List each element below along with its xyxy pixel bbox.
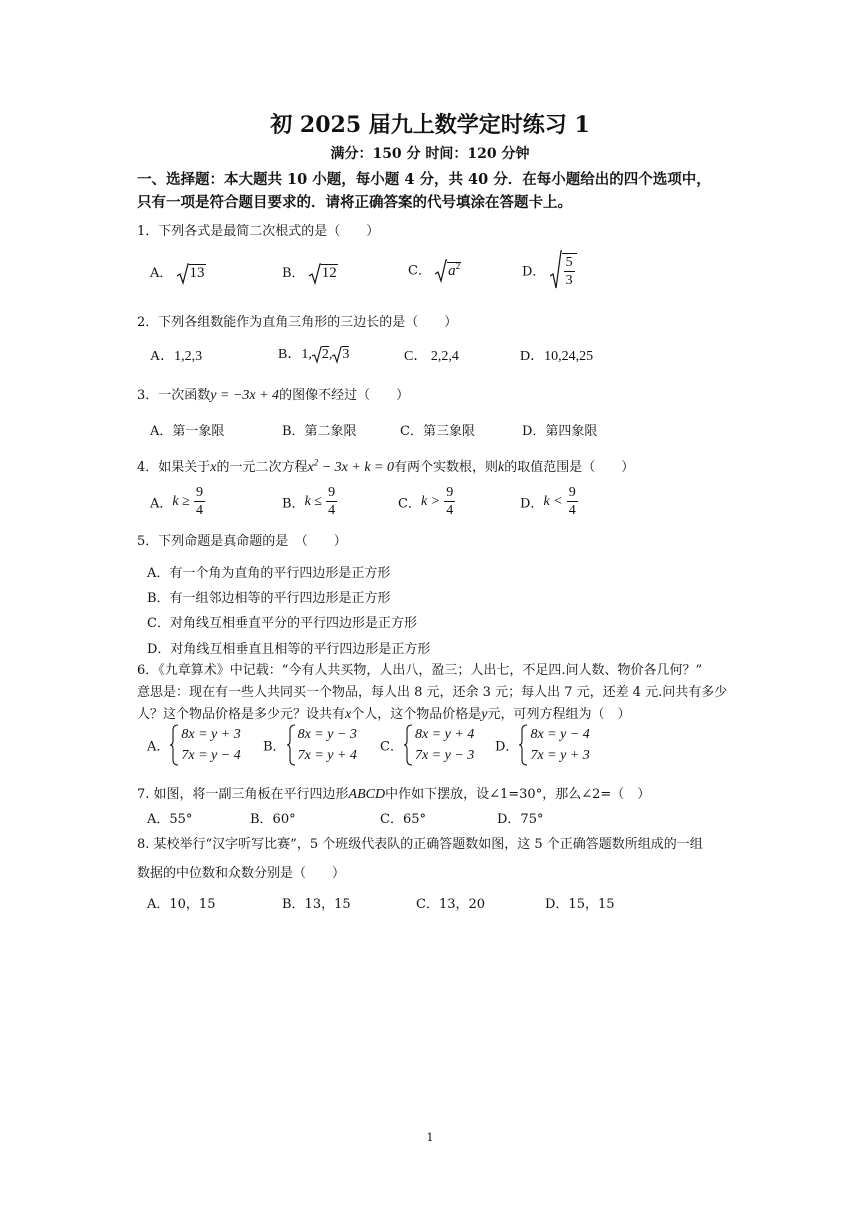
radicand-exp: 2 xyxy=(455,260,461,271)
fraction-denominator: 4 xyxy=(195,503,203,518)
q3-stem xyxy=(137,384,409,404)
radicand: 13 xyxy=(189,265,205,281)
equation: 8x = y + 3 xyxy=(181,727,241,742)
option-label: B． xyxy=(282,496,305,512)
equation: 7x = y − 3 xyxy=(414,748,475,763)
option-label: B． xyxy=(278,347,302,362)
q4-option-b xyxy=(282,486,337,518)
left-brace-icon xyxy=(169,724,179,766)
stem-text: 3．一次函数 xyxy=(137,388,211,403)
stem-text: 7. 如图，将一副三角板在平行四边形 xyxy=(137,787,349,802)
radicand: 2 xyxy=(321,347,329,362)
q6-option-d xyxy=(495,724,590,766)
variable: x xyxy=(345,707,352,722)
q1-stem: 1．下列各式是最简二次根式的是（ ） xyxy=(137,224,380,239)
variable: y xyxy=(481,707,488,722)
q8-line2: 数据的中位数和众数分别是（ ） xyxy=(137,866,346,881)
option-label: A． xyxy=(150,496,173,512)
option-label: C． xyxy=(380,739,403,755)
radicand: 12 xyxy=(321,265,337,281)
q7-option-c: C．65° xyxy=(380,812,426,827)
q1-option-d xyxy=(522,250,577,290)
q6-option-c xyxy=(380,724,474,766)
sqrt-icon xyxy=(309,263,321,285)
equation-exp: 2 xyxy=(313,457,319,468)
q8-option-d: D．15，15 xyxy=(545,897,615,912)
equation-var: x xyxy=(307,460,314,475)
q2-option-a: A．1,2,3 xyxy=(150,349,203,364)
stem-text: 4．如果关于 xyxy=(137,460,211,475)
equation-system xyxy=(403,724,474,766)
q2-option-b xyxy=(278,343,349,364)
left-brace-icon xyxy=(286,724,296,766)
q2-option-d: D．10,24,25 xyxy=(520,349,594,364)
equation: 7x = y + 3 xyxy=(530,748,590,763)
q2-stem: 2．下列各组数能作为直角三角形的三边长的是（ ） xyxy=(137,315,458,330)
fraction-numerator: 9 xyxy=(446,485,454,500)
variable: k xyxy=(498,460,505,475)
page-title: 初 2025 届九上数学定时练习 1 xyxy=(270,112,590,138)
option-label: D． xyxy=(495,739,519,755)
q8-option-c: C．13，20 xyxy=(416,897,486,912)
q3-option-d: D．第四象限 xyxy=(522,424,598,439)
radical-fraction xyxy=(562,253,577,288)
q3-option-c: C．第三象限 xyxy=(400,424,475,439)
stem-text: 中作如下摆放，设∠1=30°，那么∠2=（ ） xyxy=(385,787,651,802)
q6-line3 xyxy=(137,703,630,723)
stem-text: 个人，这个物品价格是 xyxy=(351,707,482,722)
q5-stem: 5．下列命题是真命题的是 （ ） xyxy=(137,534,347,549)
stem-text: 有两个实数根，则 xyxy=(394,460,499,475)
radicand: 3 xyxy=(342,347,350,362)
q5-option-b: B．有一组邻边相等的平行四边形是正方形 xyxy=(147,591,391,606)
q1-option-a xyxy=(150,262,206,285)
q6-line1: 6．《九章算术》中记载：“今有人共买物，人出八，盈三；人出七，不足四.问人数、物价各几何？” xyxy=(137,663,703,678)
equation: 8x = y + 4 xyxy=(414,727,475,742)
sqrt-icon xyxy=(435,259,447,283)
sqrt-icon xyxy=(177,263,189,285)
equation-system xyxy=(518,724,589,766)
q6-option-a xyxy=(147,724,241,766)
fraction-numerator: 9 xyxy=(568,485,576,500)
sqrt-icon xyxy=(550,250,562,290)
option-label: D． xyxy=(520,496,544,512)
equation: 7x = y + 4 xyxy=(297,748,357,763)
section-heading-line1: 一、选择题：本大题共 10 小题，每小题 4 分，共 40 分．在每小题给出的四个选项中， xyxy=(137,171,711,188)
option-label: B． xyxy=(263,739,286,755)
equation: 8x = y − 4 xyxy=(530,727,590,742)
q6-option-b xyxy=(263,724,357,766)
equation-system xyxy=(169,724,240,766)
fraction-numerator: 9 xyxy=(328,485,336,500)
fraction-numerator: 9 xyxy=(195,485,203,500)
function-expression: y = −3x + 4 xyxy=(210,388,280,403)
radicand-var: a xyxy=(448,262,456,279)
q6-line2: 意思是：现在有一些人共同买一个物品，每人出 8 元，还余 3 元；每人出 7 元，还差 4 元.问共有多少 xyxy=(137,685,728,700)
left-brace-icon xyxy=(518,724,528,766)
q8-option-b: B．13，15 xyxy=(282,897,351,912)
left-brace-icon xyxy=(403,724,413,766)
stem-text: 的图像不经过（ ） xyxy=(279,388,410,403)
q1-option-c xyxy=(408,259,461,283)
fraction-numerator: 5 xyxy=(565,254,573,270)
sqrt-icon xyxy=(312,346,322,364)
q3-option-b: B．第二象限 xyxy=(282,424,357,439)
option-label: D． xyxy=(522,264,546,280)
q2-option-c: C． 2,2,4 xyxy=(404,349,459,364)
fraction-denominator: 4 xyxy=(568,503,576,518)
inequality: k ≤ xyxy=(304,494,322,509)
q4-option-d xyxy=(520,486,578,518)
separator: , xyxy=(328,347,333,362)
page-number: 1 xyxy=(426,1131,434,1144)
fraction-denominator: 4 xyxy=(446,503,454,518)
stem-text: 人？这个物品价格是多少元？设共有 xyxy=(137,707,346,722)
exam-info: 满分：150 分 时间：120 分钟 xyxy=(330,146,530,162)
variable: x xyxy=(210,460,217,475)
parallelogram-label: ABCD xyxy=(348,787,386,802)
inequality: k ≥ xyxy=(172,494,190,509)
equation-rest: − 3x + k = 0 xyxy=(318,460,395,475)
q4-stem xyxy=(137,456,634,476)
fraction xyxy=(567,486,578,518)
q1-option-b xyxy=(282,262,338,285)
option-label: B． xyxy=(282,266,305,281)
stem-text: 的取值范围是（ ） xyxy=(504,460,635,475)
q7-stem xyxy=(137,783,650,803)
option-label: A． xyxy=(150,266,173,281)
section-heading-line2: 只有一项是符合题目要求的．请将正确答案的代号填涂在答题卡上。 xyxy=(137,194,572,211)
inequality: k < xyxy=(543,494,563,509)
value: 1, xyxy=(301,347,312,362)
fraction xyxy=(194,486,205,518)
inequality: k > xyxy=(420,494,441,509)
q5-option-c: C．对角线互相垂直平分的平行四边形是正方形 xyxy=(147,616,417,631)
equation-system xyxy=(286,724,357,766)
sqrt-icon xyxy=(332,346,342,364)
q7-option-b: B．60° xyxy=(250,812,296,827)
option-label: C． xyxy=(408,263,431,279)
q7-option-d: D．75° xyxy=(497,812,544,827)
stem-text: 元，可列方程组为（ ） xyxy=(487,707,631,722)
q5-option-d: D．对角线互相垂直且相等的平行四边形是正方形 xyxy=(147,642,431,657)
stem-text: 的一元二次方程 xyxy=(216,460,308,475)
q3-option-a: A．第一象限 xyxy=(150,424,225,439)
q5-option-a: A．有一个角为直角的平行四边形是正方形 xyxy=(147,566,391,581)
q4-option-c xyxy=(398,486,455,518)
fraction-denominator: 3 xyxy=(565,272,573,288)
equation: 8x = y − 3 xyxy=(297,727,357,742)
fraction xyxy=(326,486,337,518)
option-label: C． xyxy=(398,496,421,512)
option-label: A． xyxy=(147,739,170,755)
q8-option-a: A．10，15 xyxy=(147,897,216,912)
fraction xyxy=(444,486,455,518)
q8-line1: 8. 某校举行“汉字听写比赛”，5 个班级代表队的正确答题数如图，这 5 个正确答题数所组成的一组 xyxy=(137,837,703,852)
q4-option-a xyxy=(150,486,205,518)
fraction-denominator: 4 xyxy=(328,503,336,518)
equation: 7x = y − 4 xyxy=(181,748,241,763)
q7-option-a: A．55° xyxy=(147,812,193,827)
